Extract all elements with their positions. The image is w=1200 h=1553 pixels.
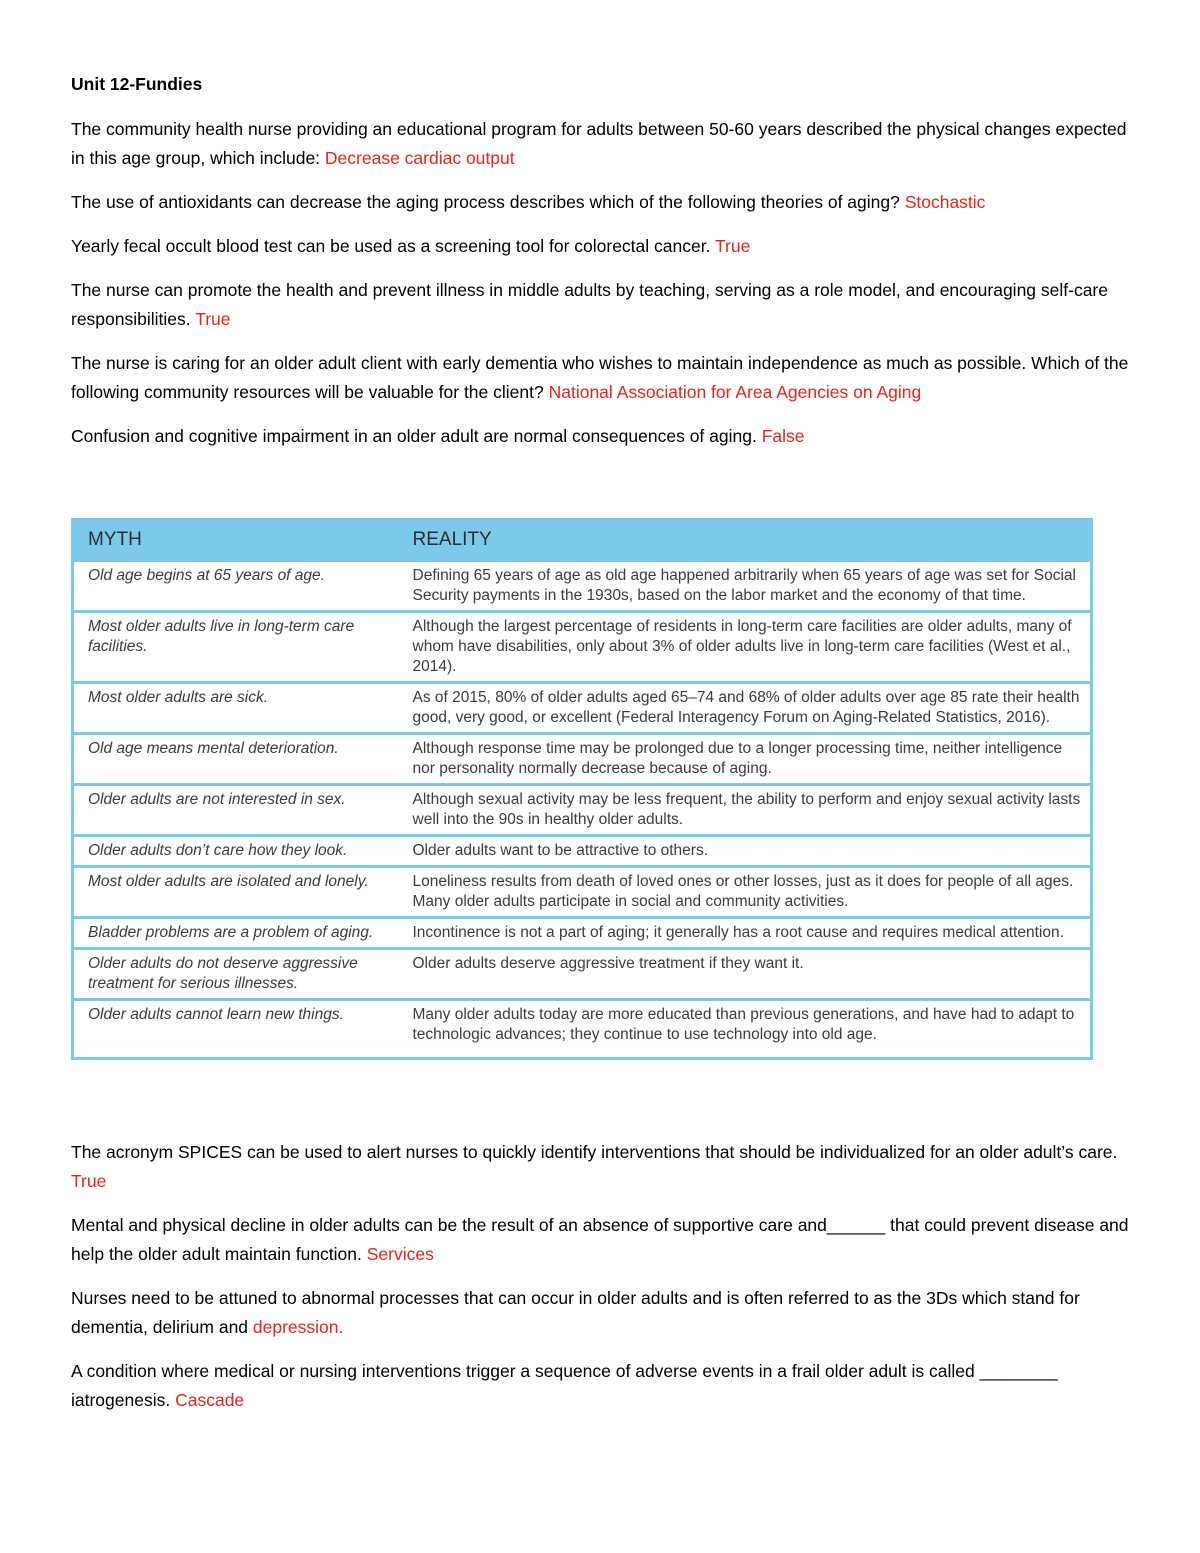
header-myth: MYTH (73, 520, 399, 561)
reality-cell: Although response time may be prolonged due to a longer processing time, neither intelligence nor personality normally decrease because of aging. (399, 734, 1092, 785)
question-text: The community health nurse providing an educational program for adults between 50-60 years described the physical changes expected in this age group, which include: (71, 119, 1127, 168)
table-header-row (73, 520, 1092, 561)
answer-text: National Association for Area Agencies on Aging (548, 382, 922, 402)
answer-text: Decrease cardiac output (324, 148, 515, 168)
question-text: Yearly fecal occult blood test can be used as a screening tool for colorectal cancer. (71, 236, 715, 256)
question-6 (71, 422, 1136, 451)
question-text: Confusion and cognitive impairment in an older adult are normal consequences of aging. (71, 426, 762, 446)
question-9 (71, 1284, 1136, 1342)
myth-cell: Older adults do not deserve aggressive treatment for serious illnesses. (73, 949, 399, 1000)
question-8 (71, 1211, 1136, 1269)
myth-cell: Older adults don’t care how they look. (73, 836, 399, 867)
reality-cell: Although sexual activity may be less frequent, the ability to perform and enjoy sexual activity lasts well into the 90s in healthy older adults. (399, 785, 1092, 836)
table-row (73, 918, 1092, 949)
question-text: The nurse can promote the health and prevent illness in middle adults by teaching, serving as a role model, and encouraging self-care responsibilities. (71, 280, 1108, 329)
reality-cell: Defining 65 years of age as old age happened arbitrarily when 65 years of age was set for Social Security payments in the 1930s, based on the labor market and the economy of that time. (399, 561, 1092, 612)
table-row (73, 561, 1092, 612)
reality-cell: Loneliness results from death of loved ones or other losses, just as it does for people of all ages. Many older adults participate in social and community activities. (399, 867, 1092, 918)
document-page (71, 70, 1136, 1430)
document-title: Unit 12-Fundies (71, 74, 203, 94)
question-text: The nurse is caring for an older adult client with early dementia who wishes to maintain independence as much as possible. Which of the following community resources will be valuable for the client? (71, 353, 1129, 402)
answer-text: True (71, 1171, 107, 1191)
myth-cell: Older adults are not interested in sex. (73, 785, 399, 836)
table-row (73, 785, 1092, 836)
myth-cell: Bladder problems are a problem of aging. (73, 918, 399, 949)
answer-text: True (715, 236, 751, 256)
question-4 (71, 276, 1136, 334)
table-row (73, 734, 1092, 785)
answer-text: Services (366, 1244, 434, 1264)
reality-cell: Although the largest percentage of residents in long-term care facilities are older adults, many of whom have disabilities, only about 3% of older adults live in long-term care facilities (West et al., 2014). (399, 612, 1092, 683)
myth-cell: Most older adults are sick. (73, 683, 399, 734)
reality-cell: Older adults deserve aggressive treatment if they want it. (399, 949, 1092, 1000)
question-3 (71, 232, 1136, 261)
myth-cell: Old age means mental deterioration. (73, 734, 399, 785)
myth-reality-table-image (71, 518, 1093, 1060)
myth-cell: Older adults cannot learn new things. (73, 1000, 399, 1059)
table-row (73, 949, 1092, 1000)
question-text: Nurses need to be attuned to abnormal processes that can occur in older adults and is often referred to as the 3Ds which stand for dementia, delirium and (71, 1288, 1080, 1337)
answer-text: True (195, 309, 231, 329)
question-text: The use of antioxidants can decrease the aging process describes which of the following theories of aging? (71, 192, 905, 212)
table-row (73, 612, 1092, 683)
question-5 (71, 349, 1136, 407)
answer-text: Stochastic (904, 192, 986, 212)
reality-cell: Incontinence is not a part of aging; it generally has a root cause and requires medical attention. (399, 918, 1092, 949)
reality-cell: Older adults want to be attractive to others. (399, 836, 1092, 867)
question-text: The acronym SPICES can be used to alert nurses to quickly identify interventions that should be individualized for an older adult’s care. (71, 1142, 1118, 1162)
answer-text: False (761, 426, 805, 446)
table-row (73, 1000, 1092, 1059)
header-reality: REALITY (399, 520, 1092, 561)
myth-reality-table (71, 518, 1093, 1060)
question-10 (71, 1357, 1136, 1415)
answer-text: depression. (252, 1317, 344, 1337)
question-1 (71, 115, 1136, 173)
reality-cell: Many older adults today are more educated than previous generations, and have had to adapt to technologic advances; they continue to use technology into old age. (399, 1000, 1092, 1059)
myth-cell: Most older adults live in long-term care facilities. (73, 612, 399, 683)
table-row (73, 683, 1092, 734)
myth-cell: Old age begins at 65 years of age. (73, 561, 399, 612)
myth-cell: Most older adults are isolated and lonely. (73, 867, 399, 918)
reality-cell: As of 2015, 80% of older adults aged 65–74 and 68% of older adults over age 85 rate their health good, very good, or excellent (Federal Interagency Forum on Aging-Related Statistics, 2016). (399, 683, 1092, 734)
question-2 (71, 188, 1136, 217)
answer-text: Cascade (175, 1390, 245, 1410)
question-text: A condition where medical or nursing interventions trigger a sequence of adverse events in a frail older adult is called ________ iatrogenesis. (71, 1361, 1058, 1410)
table-row (73, 836, 1092, 867)
question-7 (71, 1138, 1136, 1196)
question-text: Mental and physical decline in older adults can be the result of an absence of supportive care and______ that could prevent disease and help the older adult maintain function. (71, 1215, 1129, 1264)
table-row (73, 867, 1092, 918)
